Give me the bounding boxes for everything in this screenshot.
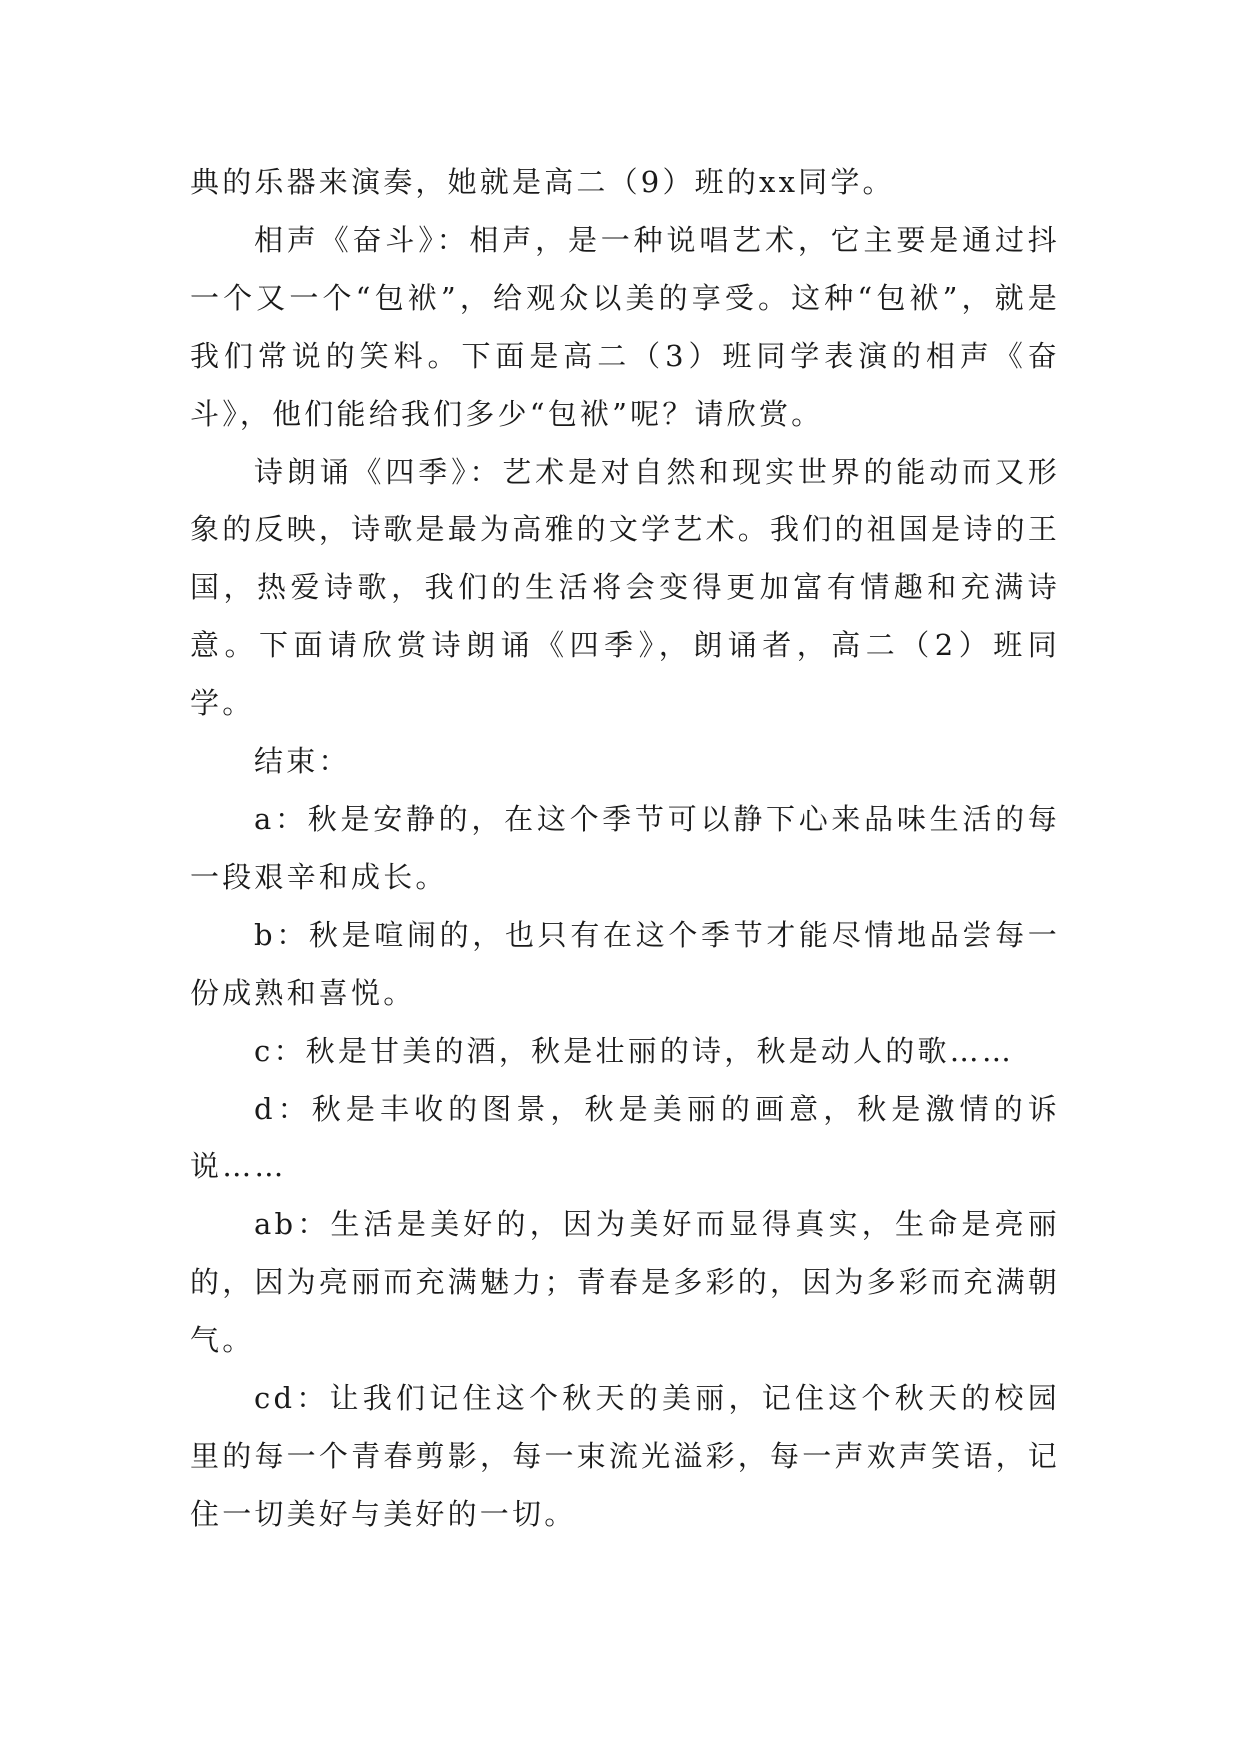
paragraph-crosstalk: 相声《奋斗》：相声，是一种说唱艺术，它主要是通过抖一个又一个“包袱”，给观众以美的享受。这种“包袱”，就是我们常说的笑料。下面是高二（3）班同学表演的相声《奋斗》，他们能给我们多少“包袱”呢？请欣赏。 [190, 222, 1060, 431]
paragraph-line-a: a：秋是安静的，在这个季节可以静下心来品味生活的每一段艰辛和成长。 [190, 801, 1060, 894]
paragraph-line-cd: cd：让我们记住这个秋天的美丽，记住这个秋天的校园里的每一个青春剪影，每一束流光溢彩，每一声欢声笑语，记住一切美好与美好的一切。 [190, 1381, 1060, 1531]
document-body [190, 154, 1060, 1544]
paragraph-line-c: c：秋是甘美的酒，秋是壮丽的诗，秋是动人的歌…… [254, 1033, 1015, 1068]
paragraph-continuation: 典的乐器来演奏，她就是高二（9）班的xx同学。 [190, 165, 895, 199]
paragraph-line-d: d：秋是丰收的图景，秋是美丽的画意，秋是激情的诉说…… [190, 1091, 1060, 1184]
paragraph-poetry-recital: 诗朗诵《四季》：艺术是对自然和现实世界的能动而又形象的反映，诗歌是最为高雅的文学艺术。我们的祖国是诗的王国，热爱诗歌，我们的生活将会变得更加富有情趣和充满诗意。下面请欣赏诗朗诵《四季》，朗诵者，高二（2）班同学。 [190, 454, 1060, 721]
paragraph-line-ab: ab：生活是美好的，因为美好而显得真实，生命是亮丽的，因为亮丽而充满魅力；青春是多彩的，因为多彩而充满朝气。 [190, 1207, 1060, 1358]
paragraph-line-b: b：秋是喧闹的，也只有在这个季节才能尽情地品尝每一份成熟和喜悦。 [190, 917, 1060, 1010]
paragraph-ending-heading: 结束： [254, 744, 351, 779]
